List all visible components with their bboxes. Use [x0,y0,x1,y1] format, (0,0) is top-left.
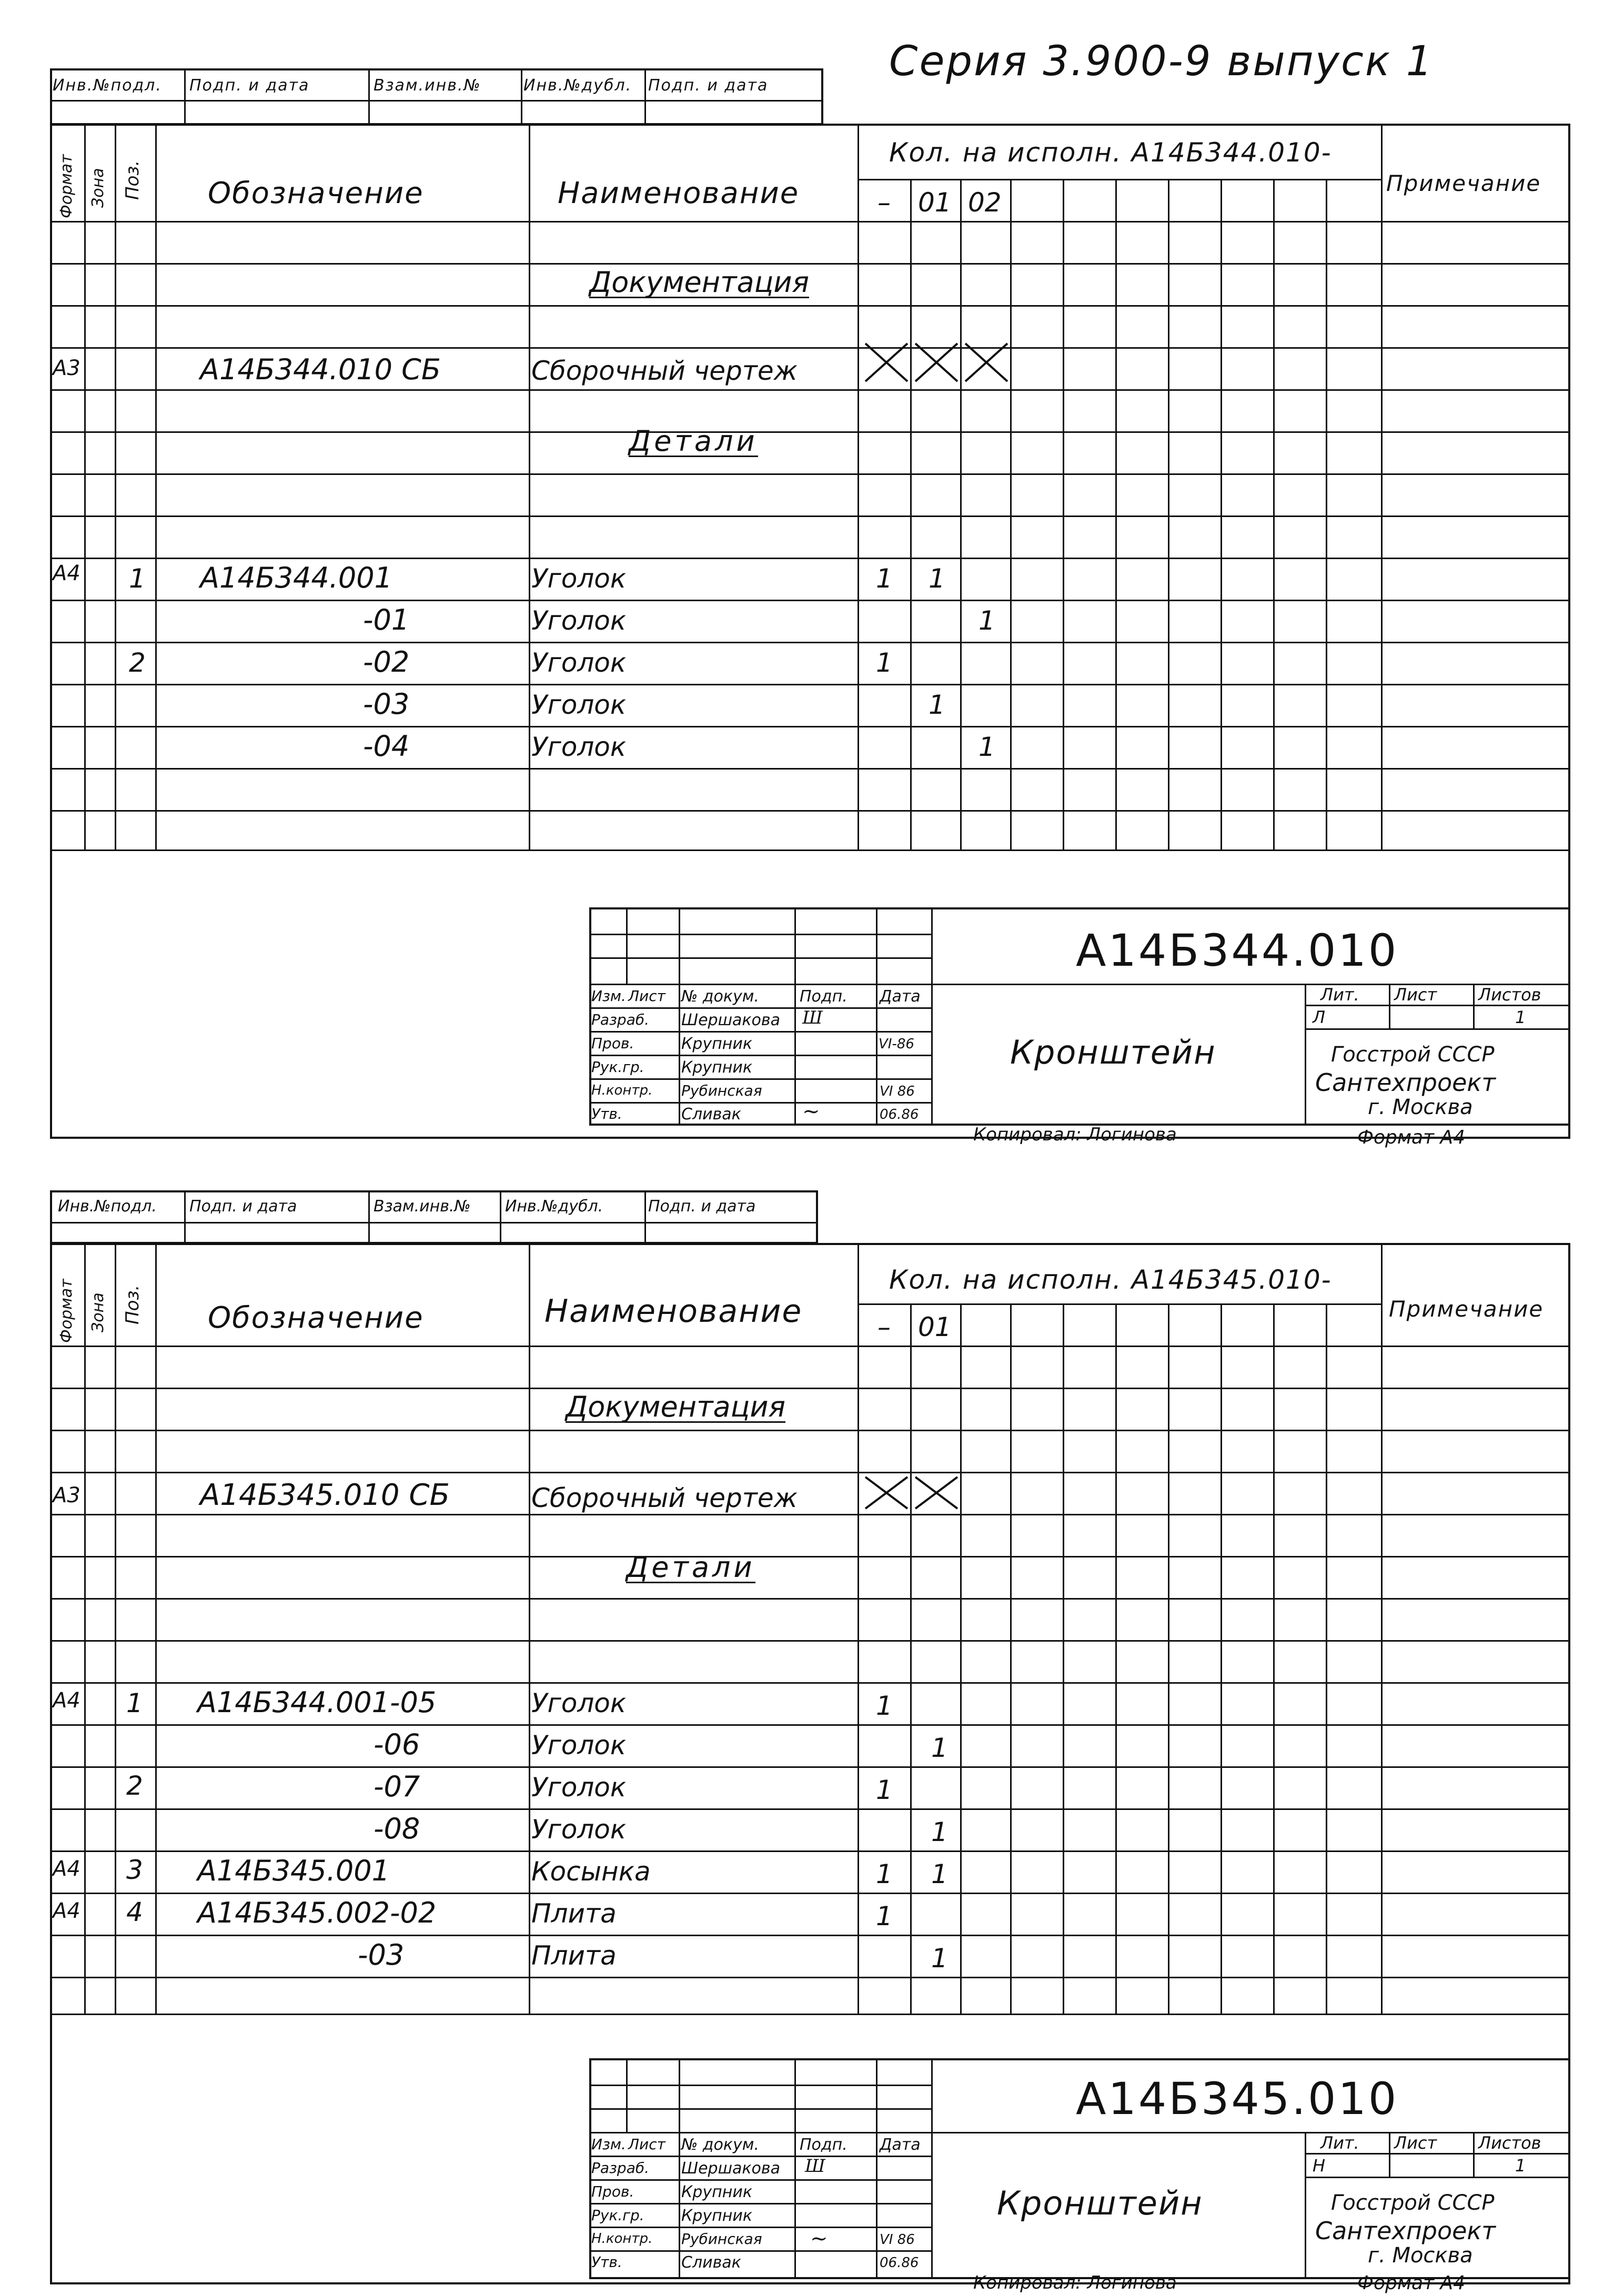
format-label: Формат А4 [1357,1127,1466,1148]
stamp-label: Инв.№дубл. [505,1197,603,1216]
tb-person: Крупник [681,1058,752,1077]
stamp-label: Взам.инв.№ [374,1197,471,1216]
col-header-qty: Кол. на исполн. А14Б344.010- [889,137,1332,168]
tb-col-label: Лист [628,2136,665,2153]
col-header-note: Примечание [1386,170,1541,196]
tb-date: 06.86 [880,2255,919,2271]
row-designation: -03 [363,687,410,721]
row-name: Уголок [531,1814,627,1845]
signature: ~ [810,2227,828,2251]
row-qty: 1 [979,732,995,762]
col-header-name: Наименование [558,176,800,210]
row-name: Плита [531,1940,617,1971]
tb-role: Рук.гр. [591,2207,644,2224]
row-pos: 1 [126,1688,143,1718]
row-pos: 4 [126,1897,143,1927]
tb-col-label: Изм. [591,987,626,1005]
tb-role: Пров. [591,1035,634,1052]
stamp-label: Инв.№подл. [53,76,162,95]
variant-label: 01 [918,1312,952,1342]
doc-number: А14Б344.010 [1076,925,1399,976]
variant-label: 01 [918,187,952,218]
tb-date: VI-86 [879,1036,914,1052]
row-qty: 1 [931,1859,948,1889]
doc-title: Кронштейн [997,2184,1203,2222]
format-label: Формат А4 [1357,2272,1466,2294]
copied-by: Копировал: Логинова [973,2272,1177,2293]
lit-value: Н [1313,2156,1326,2176]
row-qty: 1 [929,563,945,594]
row-pos: 2 [126,1771,143,1801]
row-name: Сборочный чертеж [531,356,798,386]
lit-value: Л [1313,1007,1326,1027]
row-designation: А14Б344.010 СБ [200,353,441,386]
row-designation: А14Б344.001 [200,561,393,594]
stamp-label: Подп. и дата [648,76,769,95]
row-designation: -02 [363,645,410,679]
copied-by: Копировал: Логинова [973,1124,1177,1145]
tb-person: Рубинская [681,1082,762,1099]
section-documentation: Документация [589,266,809,299]
sheet-label: Лист [1394,985,1437,1005]
row-name: Уголок [531,1772,627,1803]
stamp-label: Подп. и дата [189,1197,297,1216]
row-format: А3 [53,1483,80,1508]
col-header-designation: Обозначение [208,1301,424,1335]
doc-title: Кронштейн [1010,1033,1216,1071]
col-header-name: Наименование [544,1293,803,1330]
row-name: Уголок [531,1730,627,1761]
org-line: Госстрой СССР [1331,1043,1495,1067]
tb-col-label: Подп. [800,2136,848,2154]
row-pos: 1 [129,563,146,594]
row-qty: 1 [876,1901,893,1931]
tb-person: Сливак [681,2253,741,2272]
tb-role: Рук.гр. [591,1058,644,1076]
row-pos: 3 [126,1855,143,1885]
stamp-label: Инв.№дубл. [523,76,632,95]
row-qty: 1 [929,690,945,720]
tb-person: Крупник [681,2183,752,2201]
row-name: Уголок [531,648,627,678]
spec-sheet-2 [0,1148,1614,2296]
row-qty: 1 [876,1691,893,1721]
tb-date: 06.86 [880,1107,919,1122]
col-header-designation: Обозначение [208,176,424,210]
tb-role: Н.контр. [591,2231,653,2247]
row-designation: -01 [363,603,410,636]
row-format: А4 [53,1857,80,1881]
series-title: Серия 3.900-9 выпуск 1 [889,38,1434,85]
section-documentation: Документация [566,1390,785,1423]
tb-role: Н.контр. [591,1083,653,1098]
tb-person: Шершакова [681,1011,780,1029]
row-name: Уголок [531,605,627,636]
tb-col-label: Изм. [591,2136,626,2153]
variant-label: 02 [968,187,1002,218]
tb-person: Шершакова [681,2159,780,2178]
tb-col-label: Лист [628,987,665,1005]
tb-role: Утв. [591,1105,622,1122]
section-parts: Детали [626,1551,755,1584]
row-format: А4 [53,1688,80,1713]
variant-label: – [877,1312,891,1342]
tb-role: Разраб. [591,2159,650,2177]
org-line: Сантехпроект [1315,2217,1496,2245]
stamp-label: Подп. и дата [189,76,310,95]
tb-col-label: Дата [880,2136,921,2154]
col-header-zone: Зона [89,1292,107,1332]
section-parts: Детали [629,424,758,458]
row-format: А4 [53,561,80,585]
row-qty: 1 [979,605,995,636]
org-line: Сантехпроект [1315,1068,1496,1097]
col-header-qty: Кол. на исполн. А14Б345.010- [889,1265,1332,1295]
row-format: А4 [53,1899,80,1923]
row-pos: 2 [129,648,146,678]
tb-person: Рубинская [681,2230,762,2248]
org-line: г. Москва [1368,2243,1473,2268]
row-designation: А14Б345.002-02 [197,1896,437,1929]
sheets-label: Листов [1478,985,1541,1005]
col-header-pos: Поз. [122,1284,143,1324]
row-qty: 1 [876,1859,893,1889]
row-qty: 1 [931,1817,948,1847]
row-name: Плита [531,1898,617,1929]
row-designation: -03 [358,1938,405,1971]
row-name: Сборочный чертеж [531,1483,798,1513]
row-designation: -08 [374,1812,420,1845]
tb-date: VI 86 [880,2232,915,2248]
sheets-label: Листов [1478,2133,1541,2153]
row-designation: А14Б345.010 СБ [200,1478,450,1512]
row-qty: 1 [876,563,893,594]
sheet-label: Лист [1394,2133,1437,2153]
row-designation: -06 [374,1728,420,1761]
signature: ~ [802,1099,820,1124]
col-header-note: Примечание [1389,1296,1544,1322]
row-name: Уголок [531,563,627,594]
col-header-pos: Поз. [122,160,143,200]
row-designation: -04 [363,730,410,763]
variant-label: – [877,187,891,218]
org-line: г. Москва [1368,1095,1473,1119]
doc-number: А14Б345.010 [1076,2073,1399,2125]
tb-person: Сливак [681,1105,741,1124]
lit-label: Лит. [1320,2133,1359,2153]
row-qty: 1 [876,1775,893,1805]
sheets-value: 1 [1515,2156,1526,2176]
col-header-format: Формат [57,1279,76,1343]
row-qty: 1 [931,1943,948,1974]
org-line: Госстрой СССР [1331,2191,1495,2215]
tb-col-label: Подп. [800,987,848,1006]
signature: Ш [802,1007,823,1028]
col-header-zone: Зона [89,168,107,208]
sheets-value: 1 [1515,1007,1526,1027]
row-format: А3 [53,356,80,380]
row-name: Уголок [531,1688,627,1718]
tb-col-label: Дата [880,987,921,1006]
row-name: Косынка [531,1856,651,1887]
tb-role: Утв. [591,2253,622,2271]
signature: Ш [805,2156,825,2177]
row-designation: А14Б344.001-05 [197,1686,437,1719]
row-name: Уголок [531,690,627,720]
row-name: Уголок [531,732,627,762]
tb-col-label: № докум. [681,2136,759,2154]
tb-role: Разраб. [591,1011,650,1028]
col-header-format: Формат [57,154,76,218]
tb-role: Пров. [591,2183,634,2200]
tb-col-label: № докум. [681,987,759,1006]
tb-date: VI 86 [880,1084,915,1099]
tb-person: Крупник [681,1035,752,1053]
stamp-label: Подп. и дата [648,1197,756,1216]
qty-cross-marks [863,341,1010,384]
row-qty: 1 [931,1733,948,1763]
tb-person: Крупник [681,2207,752,2225]
row-qty: 1 [876,648,893,678]
lit-label: Лит. [1320,985,1359,1005]
row-designation: А14Б345.001 [197,1854,390,1887]
row-designation: -07 [374,1770,420,1803]
qty-cross-marks [863,1474,960,1511]
stamp-label: Взам.инв.№ [374,76,481,95]
stamp-label: Инв.№подл. [58,1197,157,1216]
